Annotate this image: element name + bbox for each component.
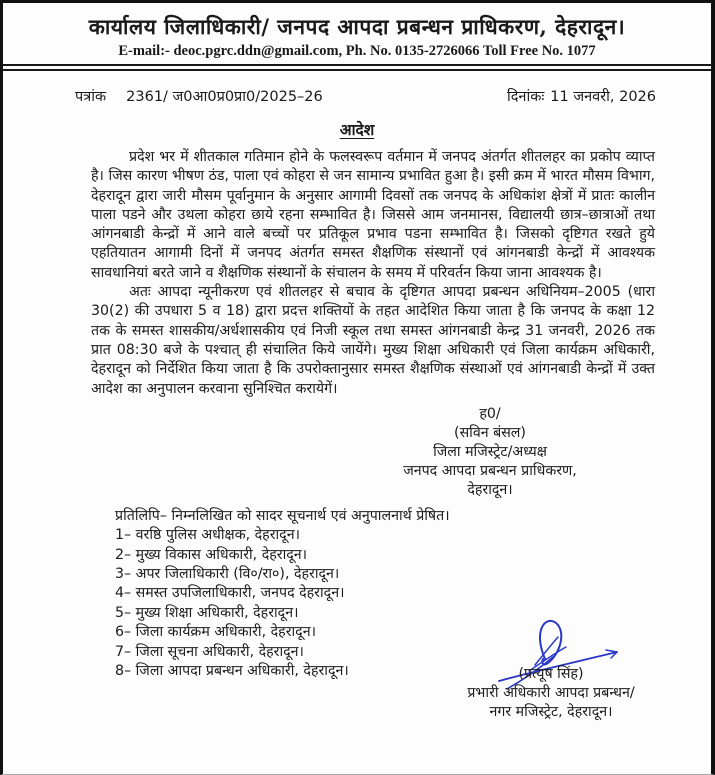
letter-number-value: 2361/ ज0आ0प्र0प्रा0/2025–26 <box>126 89 323 105</box>
copy-list-heading: प्रतिलिपि– निम्नलिखित को सादर सूचनार्थ एवं अनुपालनार्थ प्रेषित। <box>115 507 450 524</box>
copy-item-3: 3– अपर जिलाधिकारी (वि०/रा०), देहरादून। <box>115 566 340 583</box>
signatory2-name: (प्रत्यूष सिंह) <box>518 666 584 682</box>
order-paragraph-2: अतः आपदा न्यूनीकरण एवं शीतलहर से बचाव के दृष्टिगत आपदा प्रबन्धन अधिनियम–2005 (धारा 30(2) की उपधारा 5 व 18) द्वारा प्रदत्त शक्तियों के तहत आदेशित किया जाता है कि जनपद के कक्षा 12 तक के समस्त शासकीय/अर्धशासकीय एवं निजी स्कूल तथा समस्त आंगनबाडी केन्द्र 31 जनवरी, 2026 तक प्रात 08:30 बजे के पश्चात् ही संचालित किये जायेंगे। मुख्य शिक्षा अधिकारी एवं जिला कार्यक्रम अधिकारी, देहरादून को निर्देशित किया जाता है कि उपरोक्तानुसार समस्त शैक्षणिक संस्थाओं एवं आंगनबाडी केन्द्रों में उक्त आदेश का अनुपालन करवाना सुनिश्चित करायेगें। <box>91 284 655 397</box>
order-body <box>91 148 655 399</box>
order-paragraph-1: प्रदेश भर में शीतकाल गतिमान होने के फलस्वरूप वर्तमान में जनपद अंतर्गत शीतलहर का प्रकोप व्याप्त है। जिस कारण भीषण ठंड, पाला एवं कोहरा से जन सामान्य प्रभावित हुआ है। इसी क्रम में भारत मौसम विभाग, देहरादून द्वारा जारी मौसम पूर्वानुमान के अनुसार आगामी दिवसों तक जनपद के अधिकांश क्षेत्रों में प्रातः कालीन पाला पडने और उथला कोहरा छाये रहना सम्भावित है। जिससे आम जनमानस, विद्यालयी छात्र–छात्राओं तथा आंगनबाडी केन्द्रों में आने वाले बच्चों पर प्रतिकूल प्रभाव पडना सम्भावित है। जिसको दृष्टिगत रखते हुये एहतियातन आगामी दिनों में जनपद अंतर्गत समस्त शैक्षणिक संस्थानों एवं आंगनबाडी केन्द्रों में आवश्यक सावधानियां बरते जाने व शैक्षणिक संस्थानों के संचालन के समय में परिवर्तन किया जाना आवश्यक है। <box>91 149 655 281</box>
signatory2-place: नगर मजिस्ट्रेट, देहरादून। <box>489 704 613 720</box>
copy-item-4: 4– समस्त उपजिलाधिकारी, जनपद देहरादून। <box>115 585 345 602</box>
copy-item-5: 5– मुख्य शिक्षा अधिकारी, देहरादून। <box>115 604 299 621</box>
signatory1-organisation: जनपद आपदा प्रबन्धन प्राधिकरण, <box>403 462 577 479</box>
signatory1-name: (सविन बंसल) <box>454 424 526 441</box>
copy-item-1: 1– वरष्ठि पुलिस अधीक्षक, देहरादून। <box>115 527 300 544</box>
letter-number-group <box>75 86 323 106</box>
signatory-block-city-magistrate <box>411 665 691 722</box>
office-letterhead-title: कार्यालय जिलाधिकारी/ जनपद आपदा प्रबन्धन प्राधिकरण, देहरादून। <box>88 14 626 39</box>
reference-row <box>75 86 656 106</box>
copy-item-6: 6– जिला कार्यक्रम अधिकारी, देहरादून। <box>115 624 316 641</box>
letter-date-label: दिनांकः <box>506 89 545 105</box>
order-heading: आदेश <box>339 121 375 139</box>
copy-item-8: 8– जिला आपदा प्रबन्धन अधिकारी, देहरादून। <box>115 663 349 680</box>
letter-date-group <box>507 86 656 106</box>
signatory-block-district-magistrate <box>359 405 621 500</box>
order-heading-wrap <box>3 118 711 140</box>
copy-item-2: 2– मुख्य विकास अधिकारी, देहरादून। <box>115 546 308 563</box>
signatory2-designation: प्रभारी अधिकारी आपदा प्रबन्धन/ <box>467 685 635 701</box>
signatory1-place: देहरादून। <box>467 481 513 498</box>
letterhead-contact-line: E-mail:- deoc.pgrc.ddn@gmail.com, Ph. No. 0135-2726066 Toll Free No. 1077 <box>118 43 596 59</box>
copy-item-7: 7– जिला सूचना अधिकारी, देहरादून। <box>115 643 304 660</box>
letter-number-label: पत्रांक <box>75 89 107 105</box>
letter-date-value: 11 जनवरी, 2026 <box>550 89 656 105</box>
letterhead-divider <box>3 64 711 71</box>
signatory1-designation: जिला मजिस्ट्रेट/अध्यक्ष <box>433 443 547 460</box>
signed-abbreviation: ह0/ <box>479 405 501 422</box>
